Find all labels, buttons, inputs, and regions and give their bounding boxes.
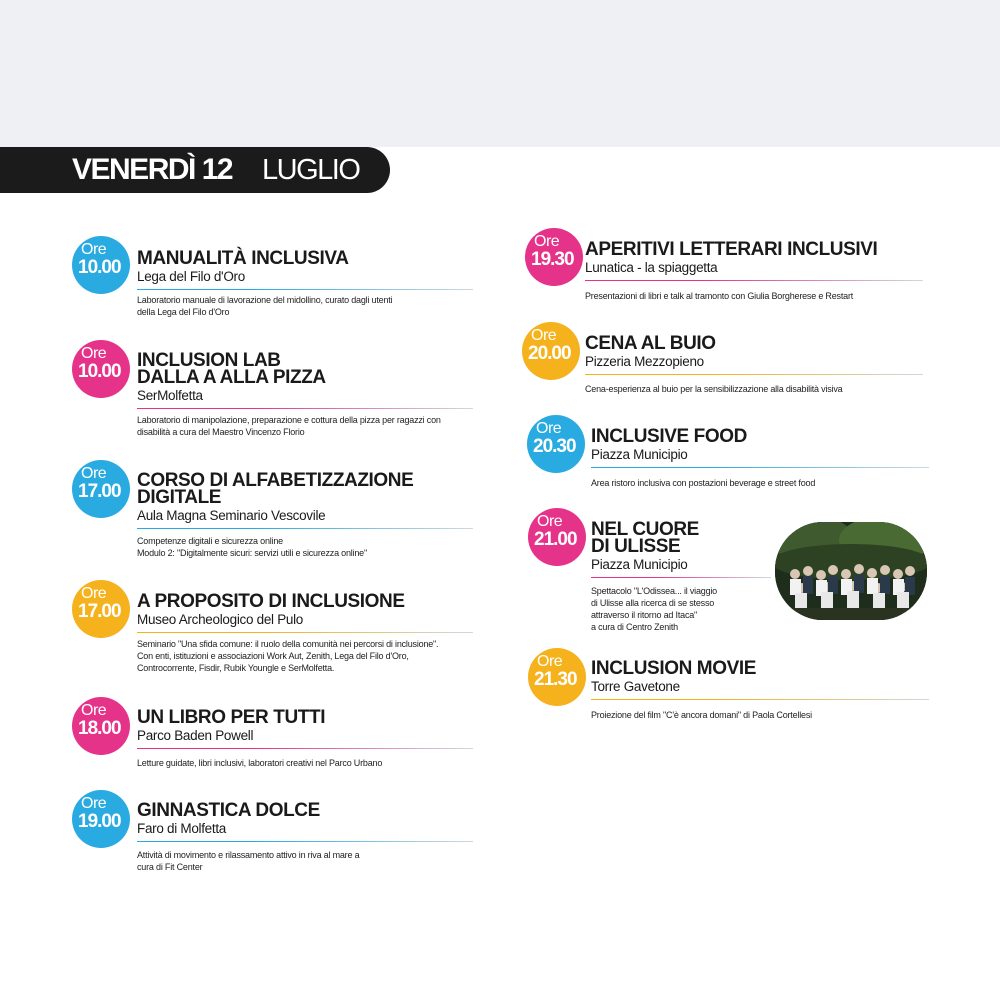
event-title-line2: DALLA A ALLA PIZZA [137, 367, 326, 388]
time-badge-label: Ore [81, 345, 107, 362]
event-description: di Ulisse alla ricerca di se stesso [591, 598, 715, 608]
event-description: Spettacolo "L'Odissea... il viaggio [591, 586, 717, 596]
divider-line [585, 280, 923, 281]
event-description: Laboratorio manuale di lavorazione del midollino, curato dagli utenti [137, 295, 393, 305]
divider-line [137, 841, 473, 842]
event-description: Area ristoro inclusiva con postazioni beverage e street food [591, 478, 816, 488]
event-photo [775, 522, 927, 620]
event-description: Competenze digitali e sicurezza online [137, 536, 283, 546]
event-description: Presentazioni di libri e talk al tramonto con Giulia Borgherese e Restart [585, 291, 854, 301]
event-description: cura di Fit Center [137, 862, 203, 872]
time-badge-label: Ore [81, 585, 107, 602]
event-venue: Piazza Municipio [591, 447, 688, 462]
event-title: GINNASTICA DOLCE [137, 800, 320, 821]
time-badge [72, 340, 130, 398]
event-venue: Lega del Filo d'Oro [137, 269, 245, 284]
divider-line [591, 699, 929, 700]
divider-line [137, 408, 473, 409]
event-description: Proiezione del film "C'è ancora domani" di Paola Cortellesi [591, 710, 812, 720]
event-venue: SerMolfetta [137, 388, 203, 403]
time-badge-label: Ore [81, 465, 107, 482]
divider-line [137, 748, 473, 749]
event-description: Laboratorio di manipolazione, preparazione e cottura della pizza per ragazzi con [137, 415, 441, 425]
event-venue: Pizzeria Mezzopieno [585, 354, 704, 369]
time-badge-label: Ore [537, 513, 563, 530]
time-badge-time: 18.00 [78, 718, 121, 739]
time-badge [72, 460, 130, 518]
event-title: INCLUSION MOVIE [591, 658, 757, 679]
event-description: Letture guidate, libri inclusivi, laboratori creativi nel Parco Urbano [137, 758, 383, 768]
time-badge [72, 580, 130, 638]
time-badge-time: 10.00 [78, 257, 121, 278]
time-badge [527, 415, 585, 473]
event-venue: Parco Baden Powell [137, 728, 254, 743]
event-description: Cena-esperienza al buio per la sensibilizzazione alla disabilità visiva [585, 384, 843, 394]
day-header [0, 147, 390, 193]
event-description: Attività di movimento e rilassamento attivo in riva al mare a [137, 850, 360, 860]
time-badge-time: 20.30 [533, 436, 576, 457]
divider-line [591, 577, 771, 578]
event-title: CORSO DI ALFABETIZZAZIONE [137, 470, 414, 491]
time-badge-time: 21.00 [534, 529, 577, 550]
divider-line [137, 528, 473, 529]
time-badge-label: Ore [81, 795, 107, 812]
time-badge-time: 10.00 [78, 361, 121, 382]
event-venue: Torre Gavetone [591, 679, 680, 694]
event-venue: Faro di Molfetta [137, 821, 226, 836]
time-badge-time: 21.30 [534, 669, 577, 690]
time-badge [525, 228, 583, 286]
event-title: INCLUSION LAB [137, 350, 281, 371]
day-month: LUGLIO [262, 154, 360, 186]
event-venue: Aula Magna Seminario Vescovile [137, 508, 326, 523]
time-badge-time: 20.00 [528, 343, 571, 364]
divider-line [137, 289, 473, 290]
event-title: NEL CUORE [591, 519, 699, 540]
event-title: MANUALITÀ INCLUSIVA [137, 248, 349, 269]
event-venue: Museo Archeologico del Pulo [137, 612, 304, 627]
time-badge-label: Ore [536, 420, 562, 437]
time-badge-time: 19.30 [531, 249, 574, 270]
event-title: INCLUSIVE FOOD [591, 426, 747, 447]
time-badge [72, 790, 130, 848]
event-title: A PROPOSITO DI INCLUSIONE [137, 591, 405, 612]
time-badge-label: Ore [81, 702, 107, 719]
event-title: APERITIVI LETTERARI INCLUSIVI [585, 239, 878, 260]
time-badge [72, 697, 130, 755]
divider-line [137, 632, 473, 633]
event-title-line2: DIGITALE [137, 487, 222, 508]
event-venue: Piazza Municipio [591, 557, 688, 572]
time-badge-label: Ore [531, 327, 557, 344]
time-badge [528, 648, 586, 706]
top-band [0, 0, 1000, 147]
time-badge [72, 236, 130, 294]
time-badge-label: Ore [81, 241, 107, 258]
event-title: CENA AL BUIO [585, 333, 716, 354]
event-description: Controcorrente, Fisdir, Rubik Youngle e SerMolfetta. [137, 663, 335, 673]
time-badge-label: Ore [537, 653, 563, 670]
divider-line [585, 374, 923, 375]
event-description: attraverso il ritorno ad Itaca" [591, 610, 698, 620]
event-description: a cura di Centro Zenith [591, 622, 678, 632]
event-description: disabilità a cura del Maestro Vincenzo Florio [137, 427, 305, 437]
time-badge [522, 322, 580, 380]
divider-line [591, 467, 929, 468]
event-description: Con enti, istituzioni e associazioni Work Aut, Zenith, Lega del Filo d'Oro, [137, 651, 409, 661]
day-title: VENERDÌ 12 [72, 153, 233, 186]
time-badge-time: 17.00 [78, 481, 121, 502]
event-venue: Lunatica - la spiaggetta [585, 260, 718, 275]
time-badge [528, 508, 586, 566]
event-title-line2: DI ULISSE [591, 536, 681, 557]
event-description: della Lega del Filo d'Oro [137, 307, 230, 317]
event-description: Seminario "Una sfida comune: il ruolo della comunità nei percorsi di inclusione". [137, 639, 439, 649]
time-badge-label: Ore [534, 233, 560, 250]
event-title: UN LIBRO PER TUTTI [137, 707, 326, 728]
time-badge-time: 19.00 [78, 811, 121, 832]
time-badge-time: 17.00 [78, 601, 121, 622]
event-description: Modulo 2: "Digitalmente sicuri: servizi utili e sicurezza online" [137, 548, 367, 558]
